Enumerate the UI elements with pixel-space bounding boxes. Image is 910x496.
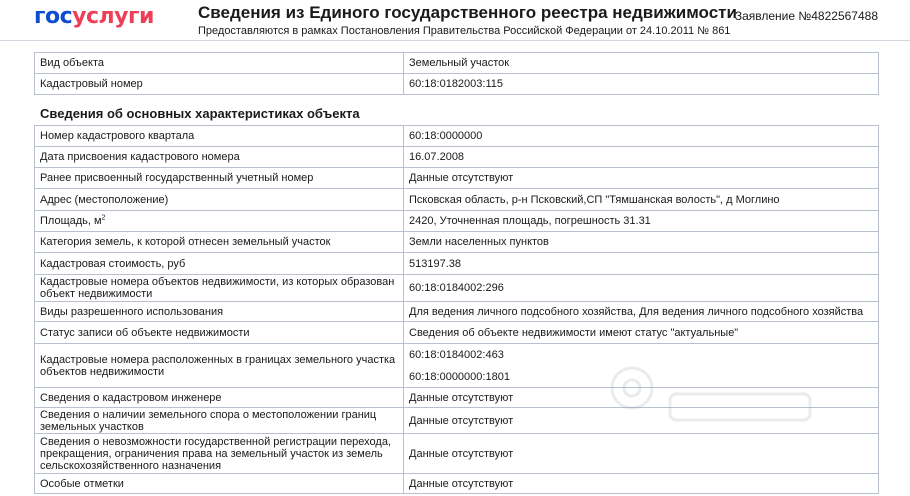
section-title: Сведения об основных характеристиках объекта xyxy=(40,106,360,121)
cadastral-cost-value: 513197.38 xyxy=(404,253,879,275)
table-row xyxy=(35,74,879,95)
table-row xyxy=(35,434,879,474)
object-info-table xyxy=(34,52,879,95)
document-subtitle: Предоставляются в рамках Постановления Правительства Российской Федерации от 24.10.2011 № 861 xyxy=(198,25,731,37)
table-row xyxy=(35,53,879,74)
record-status-label: Статус записи об объекте недвижимости xyxy=(35,322,404,344)
logo-part-gos: гос xyxy=(34,4,73,29)
permitted-use-value: Для ведения личного подсобного хозяйства, Для ведения личного подсобного хозяйства xyxy=(404,302,879,322)
table-row xyxy=(35,474,879,494)
table-row xyxy=(35,408,879,434)
table-row xyxy=(35,168,879,189)
assign-date-value: 16.07.2008 xyxy=(404,147,879,168)
assign-date-label: Дата присвоения кадастрового номера xyxy=(35,147,404,168)
dispute-value: Данные отсутствуют xyxy=(404,408,879,434)
origin-numbers-value: 60:18:0184002:296 xyxy=(404,275,879,302)
engineer-label: Сведения о кадастровом инженере xyxy=(35,388,404,408)
logo-part-uslugi: услуги xyxy=(72,4,154,29)
cadastral-number-value: 60:18:0182003:115 xyxy=(404,74,879,95)
quarter-number-value: 60:18:0000000 xyxy=(404,126,879,147)
origin-numbers-label: Кадастровые номера объектов недвижимости, из которых образован объект недвижимости xyxy=(35,275,404,302)
located-objects-label: Кадастровые номера расположенных в границах земельного участка объектов недвижимости xyxy=(35,344,404,388)
permitted-use-label: Виды разрешенного использования xyxy=(35,302,404,322)
document-header xyxy=(0,0,910,41)
object-type-value: Земельный участок xyxy=(404,53,879,74)
table-row xyxy=(35,302,879,322)
area-label-unit-sup: 2 xyxy=(101,214,106,222)
located-object-number: 60:18:0184002:463 xyxy=(409,348,504,361)
characteristics-table xyxy=(34,125,879,494)
quarter-number-label: Номер кадастрового квартала xyxy=(35,126,404,147)
cadastral-number-label: Кадастровый номер xyxy=(35,74,404,95)
application-number: Заявление №4822567488 xyxy=(734,9,878,23)
area-value: 2420, Уточненная площадь, погрешность 31.31 xyxy=(404,211,879,232)
land-category-label: Категория земель, к которой отнесен земельный участок xyxy=(35,232,404,253)
document-title: Сведения из Единого государственного реестра недвижимости xyxy=(198,3,737,22)
table-row xyxy=(35,126,879,147)
special-marks-label: Особые отметки xyxy=(35,474,404,494)
table-row xyxy=(35,211,879,232)
prev-number-value: Данные отсутствуют xyxy=(404,168,879,189)
table-row xyxy=(35,344,879,388)
land-category-value: Земли населенных пунктов xyxy=(404,232,879,253)
special-marks-value: Данные отсутствуют xyxy=(404,474,879,494)
table-row xyxy=(35,189,879,211)
cadastral-cost-label: Кадастровая стоимость, руб xyxy=(35,253,404,275)
impossibility-value: Данные отсутствуют xyxy=(404,434,879,474)
dispute-label: Сведения о наличии земельного спора о местоположении границ земельных участков xyxy=(35,408,404,434)
gosuslugi-logo[interactable] xyxy=(34,4,154,29)
located-object-number: 60:18:0000000:1801 xyxy=(409,370,510,383)
located-objects-values xyxy=(404,344,879,388)
object-type-label: Вид объекта xyxy=(35,53,404,74)
table-row xyxy=(35,232,879,253)
engineer-value: Данные отсутствуют xyxy=(404,388,879,408)
address-label: Адрес (местоположение) xyxy=(35,189,404,211)
area-label: Площадь, м xyxy=(40,215,102,227)
table-row xyxy=(35,275,879,302)
table-row xyxy=(35,322,879,344)
area-label-cell xyxy=(35,211,404,232)
table-row xyxy=(35,253,879,275)
impossibility-label: Сведения о невозможности государственной регистрации перехода, прекращения, ограничения права на земельный участок из земель сельскохозяйственного назначения xyxy=(35,434,404,474)
table-row xyxy=(35,388,879,408)
address-value: Псковская область, р-н Псковский,СП "Тямшанская волость", д Моглино xyxy=(404,189,879,211)
record-status-value: Сведения об объекте недвижимости имеют статус "актуальные" xyxy=(404,322,879,344)
table-row xyxy=(35,147,879,168)
prev-number-label: Ранее присвоенный государственный учетный номер xyxy=(35,168,404,189)
